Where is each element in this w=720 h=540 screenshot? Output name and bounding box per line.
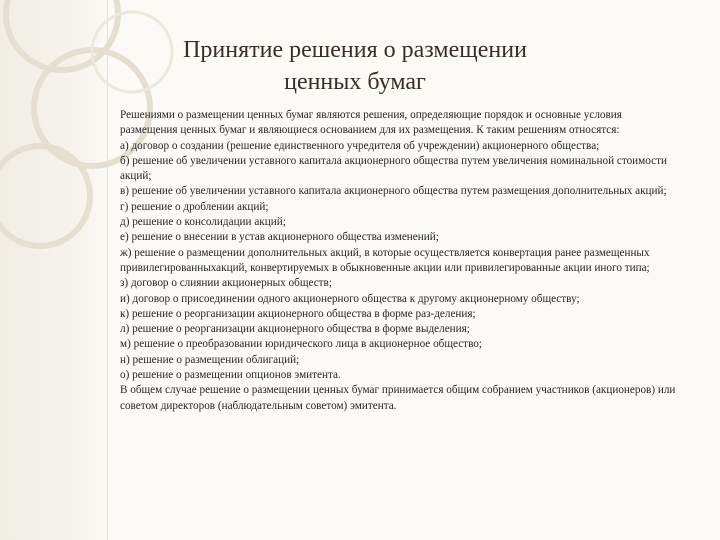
slide-title-line-2: ценных бумаг: [284, 69, 426, 95]
slide-title-line-1: Принятие решения о размещении: [183, 37, 527, 63]
list-item-k: к) решение о реорганизации акционерного общества в форме раз-деления;: [120, 307, 476, 320]
list-item-l: л) решение о реорганизации акционерного общества в форме выделения;: [120, 323, 470, 336]
paragraph-intro: Решениями о размещении ценных бумаг являются решения, определяющие порядок и основные условия размещения ценных бумаг и являющиеся основанием для их размещения. К таким решениям относятся:: [120, 109, 622, 137]
list-item-m: м) решение о преобразовании юридического лица в акционерное общество;: [120, 338, 482, 351]
paragraph-conclusion: В общем случае решение о размещении ценных бумаг принимается общим собранием участников (акционеров) или советом директоров (наблюдательным советом) эмитента.: [120, 384, 676, 412]
list-item-o: о) решение о размещении опционов эмитента.: [120, 369, 341, 382]
list-item-v: в) решение об увеличении уставного капитала акционерного общества путем размещения дополнительных акций;: [120, 185, 667, 198]
list-item-n: н) решение о размещении облигаций;: [120, 353, 300, 366]
list-item-a: а) договор о создании (решение единственного учредителя об учреждении) акционерного общества;: [120, 139, 600, 152]
list-item-d: д) решение о консолидации акций;: [120, 216, 286, 229]
list-item-zh: ж) решение о размещении дополнительных акций, в которые осуществляется конвертация ранее размещенных привилегированныхакций, конвертируемых в обыкновенные акции или привилегированные акции иного типа;: [120, 246, 650, 274]
list-item-z: з) договор о слиянии акционерных обществ;: [120, 277, 332, 290]
list-item-i: и) договор о присоединении одного акционерного общества к другому акционерному обществу;: [120, 292, 580, 305]
slide-body-text: [120, 108, 680, 414]
list-item-b: б) решение об увеличении уставного капитала акционерного общества путем увеличения номинальной стоимости акций;: [120, 154, 667, 183]
list-item-g: г) решение о дроблении акций;: [120, 200, 269, 213]
list-item-e: е) решение о внесении в устав акционерного общества изменений;: [120, 231, 439, 244]
ornament-circle-bottom: [0, 146, 90, 246]
slide-title: [120, 34, 590, 98]
